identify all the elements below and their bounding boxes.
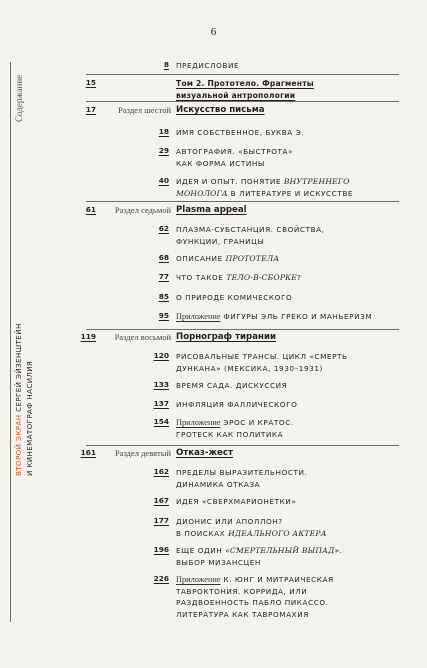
toc-entry-title[interactable]: ИДЕЯ И ОПЫТ. ПОНЯТИЕ ВНУТРЕННЕГО МОНОЛОГА В ЛИТЕРАТУРЕ И ИСКУССТВЕ bbox=[176, 177, 354, 198]
divider bbox=[86, 74, 177, 75]
toc-page-number[interactable]: 137 bbox=[153, 399, 169, 408]
toc-page-number[interactable]: 62 bbox=[158, 224, 169, 233]
appendix-label: Приложение bbox=[176, 575, 221, 584]
toc-page-number[interactable]: 161 bbox=[80, 448, 96, 457]
toc-page-number[interactable]: 119 bbox=[80, 332, 96, 341]
divider bbox=[86, 201, 177, 202]
toc-page-number[interactable]: 61 bbox=[85, 205, 96, 214]
toc-page-number[interactable]: 133 bbox=[153, 380, 169, 389]
toc-entry-title[interactable]: ИНФЛЯЦИЯ ФАЛЛИЧЕСКОГО bbox=[176, 400, 298, 409]
divider bbox=[176, 445, 399, 446]
toc-entry-title[interactable]: РИСОВАЛЬНЫЕ ТРАНСЫ. ЦИКЛ «СМЕРТЬ ДУНКАНА» (МЕКСИКА, 1930–1931) bbox=[176, 352, 348, 373]
appendix-label: Приложение bbox=[176, 418, 221, 427]
toc-entry-title[interactable]: ИМЯ СОБСТВЕННОЕ, БУКВА Э. bbox=[176, 128, 305, 137]
appendix-label: Приложение bbox=[176, 312, 221, 321]
divider bbox=[176, 201, 399, 202]
toc-entry-title[interactable]: ИДЕЯ «СВЕРХМАРИОНЕТКИ» bbox=[176, 497, 297, 506]
toc-volume-title[interactable]: Том 2. Прототело. Фрагменты визуальной антропологии bbox=[176, 79, 314, 100]
sidebar-contents-label: Содержание bbox=[14, 74, 24, 122]
toc-page-number[interactable]: 154 bbox=[153, 417, 169, 426]
toc-entry-title[interactable]: О ПРИРОДЕ КОМИЧЕСКОГО bbox=[176, 293, 293, 302]
toc-entry-title[interactable]: ПРЕДЕЛЫ ВЫРАЗИТЕЛЬНОСТИ. ДИНАМИКА ОТКАЗА bbox=[176, 468, 308, 489]
toc-entry-title[interactable]: ЕЩЕ ОДИН «СМЕРТЕЛЬНЫЙ ВЫПАД». ВЫБОР МИЗАНСЦЕН bbox=[176, 546, 343, 567]
toc-entry-title[interactable]: ВРЕМЯ САДА. ДИСКУССИЯ bbox=[176, 381, 288, 390]
toc-section-title[interactable]: Порнограф тирании bbox=[176, 332, 276, 342]
toc-entry-title[interactable]: ЧТО ТАКОЕ ТЕЛО-В-СБОРКЕ? bbox=[176, 273, 302, 282]
toc-page-number[interactable]: 77 bbox=[158, 272, 169, 281]
toc-section-label: Раздел седьмой bbox=[114, 205, 171, 215]
toc-page-number[interactable]: 196 bbox=[153, 545, 169, 554]
series-accent: ВТОРОЙ ЭКРАН bbox=[14, 414, 23, 476]
toc-page-number[interactable]: 40 bbox=[158, 176, 169, 185]
toc-page-number[interactable]: 226 bbox=[153, 574, 169, 583]
toc-entry-title[interactable]: Приложение ФИГУРЫ ЭЛЬ ГРЕКО И МАНЬЕРИЗМ bbox=[176, 312, 373, 321]
divider bbox=[86, 101, 177, 102]
toc-section-title[interactable]: Искусство письма bbox=[176, 105, 265, 115]
toc-section-title[interactable]: Plasma appeal bbox=[176, 205, 247, 215]
toc-page-number[interactable]: 68 bbox=[158, 253, 169, 262]
toc-page-number[interactable]: 8 bbox=[163, 60, 169, 69]
toc-page-number[interactable]: 120 bbox=[153, 351, 169, 360]
toc-entry-title[interactable]: АВТОГРАФИЯ. «БЫСТРОТА» КАК ФОРМА ИСТИНЫ bbox=[176, 147, 294, 168]
toc-entry-title[interactable]: ПРЕДИСЛОВИЕ bbox=[176, 61, 240, 70]
toc-page-number[interactable]: 177 bbox=[153, 516, 169, 525]
divider bbox=[86, 329, 177, 330]
toc-entry-title[interactable]: ПЛАЗМА-СУБСТАНЦИЯ. СВОЙСТВА, ФУНКЦИИ, ГРАНИЦЫ bbox=[176, 225, 325, 246]
toc-page-number[interactable]: 85 bbox=[158, 292, 169, 301]
toc-page-number[interactable]: 95 bbox=[158, 311, 169, 320]
toc-entry-title[interactable]: ДИОНИС ИЛИ АПОЛЛОН? В ПОИСКАХ ИДЕАЛЬНОГО АКТЕРА bbox=[176, 517, 327, 538]
toc-section-label: Раздел девятый bbox=[114, 448, 171, 458]
toc-page-number[interactable]: 17 bbox=[85, 105, 96, 114]
toc-entry-title[interactable]: Приложение ЭРОС И КРАТОС. ГРОТЕСК КАК ПОЛИТИКА bbox=[176, 418, 294, 439]
toc-page-number[interactable]: 15 bbox=[85, 78, 96, 87]
toc-page-number[interactable]: 162 bbox=[153, 467, 169, 476]
toc-entry-title[interactable]: ОПИСАНИЕ ПРОТОТЕЛА bbox=[176, 254, 280, 263]
toc-page-number[interactable]: 18 bbox=[158, 127, 169, 136]
toc-page-number[interactable]: 167 bbox=[153, 496, 169, 505]
toc-section-label: Раздел шестой bbox=[118, 105, 171, 115]
divider bbox=[176, 329, 399, 330]
toc-page-number[interactable]: 29 bbox=[158, 146, 169, 155]
page-number: 6 bbox=[210, 26, 217, 38]
divider bbox=[176, 74, 399, 75]
divider bbox=[176, 101, 399, 102]
toc-entry-title[interactable]: Приложение К. ЮНГ И МИТРАИЧЕСКАЯ ТАВРОКТОНИЯ. КОРРИДА, ИЛИ РАЗДВОЕННОСТЬ ПАБЛО ПИКАССО. ЛИТЕРАТУРА КАК ТАВРОМАХИЯ bbox=[176, 575, 334, 619]
toc-section-label: Раздел восьмой bbox=[114, 332, 171, 342]
series-subtitle: И КИНЕМАТОГРАФ НАСИЛИЯ bbox=[25, 360, 34, 476]
toc-section-title[interactable]: Отказ-жест bbox=[176, 448, 233, 458]
series-author: СЕРГЕЙ ЭЙЗЕНШТЕЙН bbox=[14, 323, 23, 412]
divider bbox=[86, 445, 177, 446]
